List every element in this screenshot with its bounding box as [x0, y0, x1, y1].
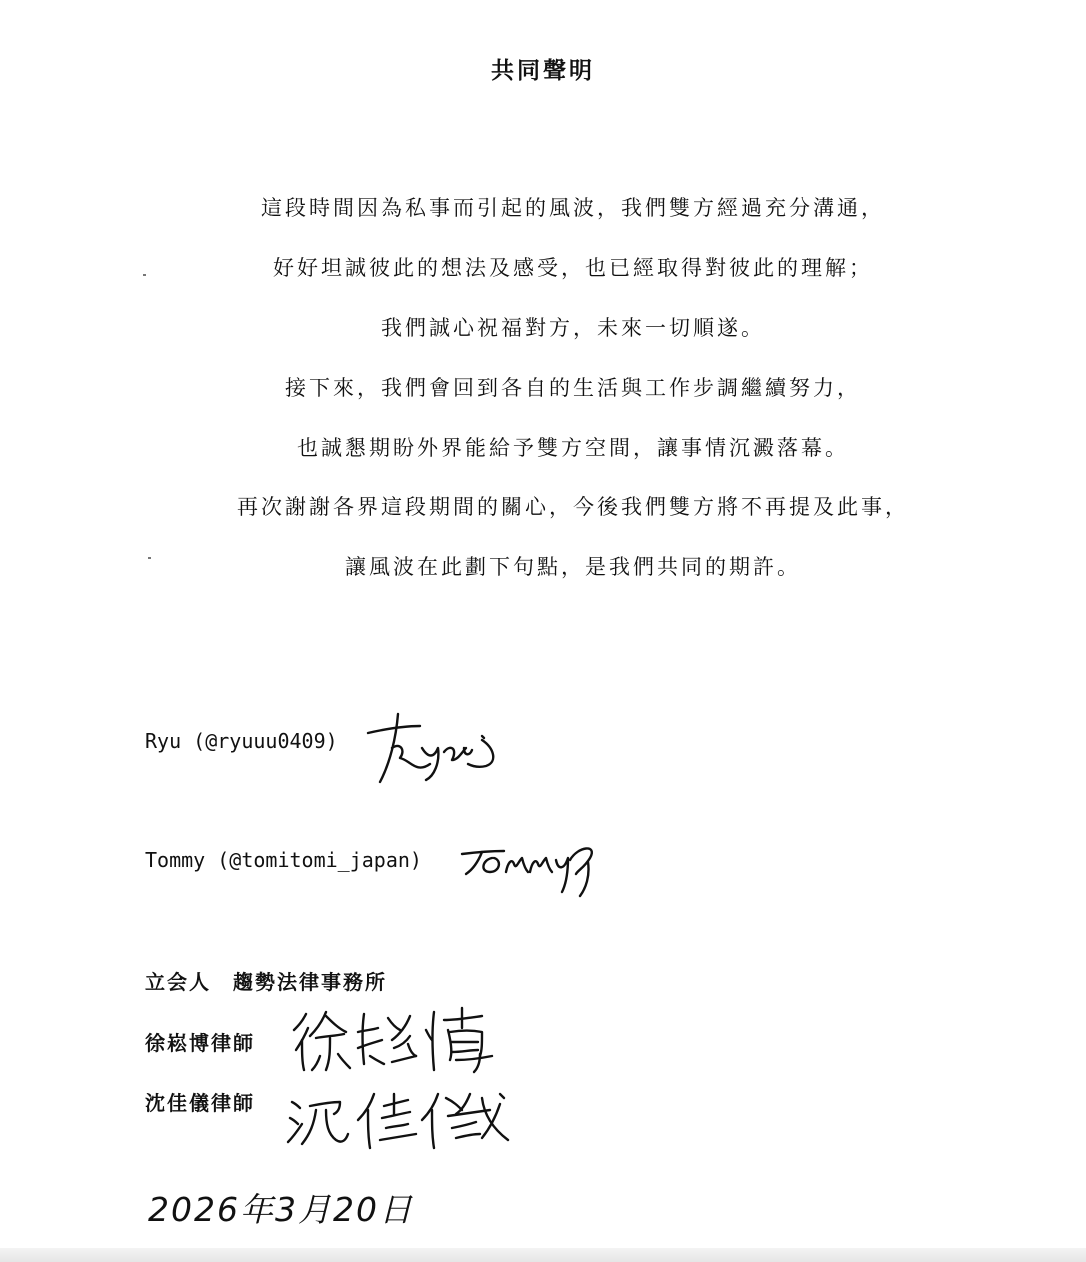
paragraph-line: 接下來，我們會回到各自的生活與工作步調繼續努力， — [285, 376, 861, 400]
lawyer-label: 徐崧博律師 — [145, 1031, 255, 1055]
tommy-signatory-label: Tommy (@tomitomi_japan) — [145, 848, 422, 872]
document-title: 共同聲明 — [491, 57, 595, 84]
lawyer-signature — [286, 1084, 516, 1150]
tommy-signature — [458, 840, 608, 904]
scan-speck — [143, 274, 146, 276]
paragraph-line: 這段時間因為私事而引起的風波，我們雙方經過充分溝通， — [261, 196, 885, 220]
lawyer-signature — [292, 1004, 502, 1074]
paragraph-line: 也誠懇期盼外界能給予雙方空間，讓事情沉澱落幕。 — [297, 436, 849, 460]
paragraph-line: 再次謝謝各界這段期間的關心，今後我們雙方將不再提及此事， — [237, 495, 909, 519]
viewer-bottom-edge — [0, 1248, 1086, 1262]
document-date: 2026年3月20日 — [148, 1190, 414, 1229]
ryu-signatory-label: Ryu (@ryuuu0409) — [145, 729, 338, 753]
witness-label: 立会人 趨勢法律事務所 — [145, 970, 387, 994]
ryu-signature — [360, 708, 510, 788]
paragraph-line: 我們誠心祝福對方，未來一切順遂。 — [381, 316, 765, 340]
lawyer-label: 沈佳儀律師 — [145, 1091, 255, 1115]
paragraph-line: 讓風波在此劃下句點，是我們共同的期許。 — [345, 555, 801, 579]
paragraph-line: 好好坦誠彼此的想法及感受，也已經取得對彼此的理解； — [273, 256, 873, 280]
scan-speck — [148, 557, 151, 559]
